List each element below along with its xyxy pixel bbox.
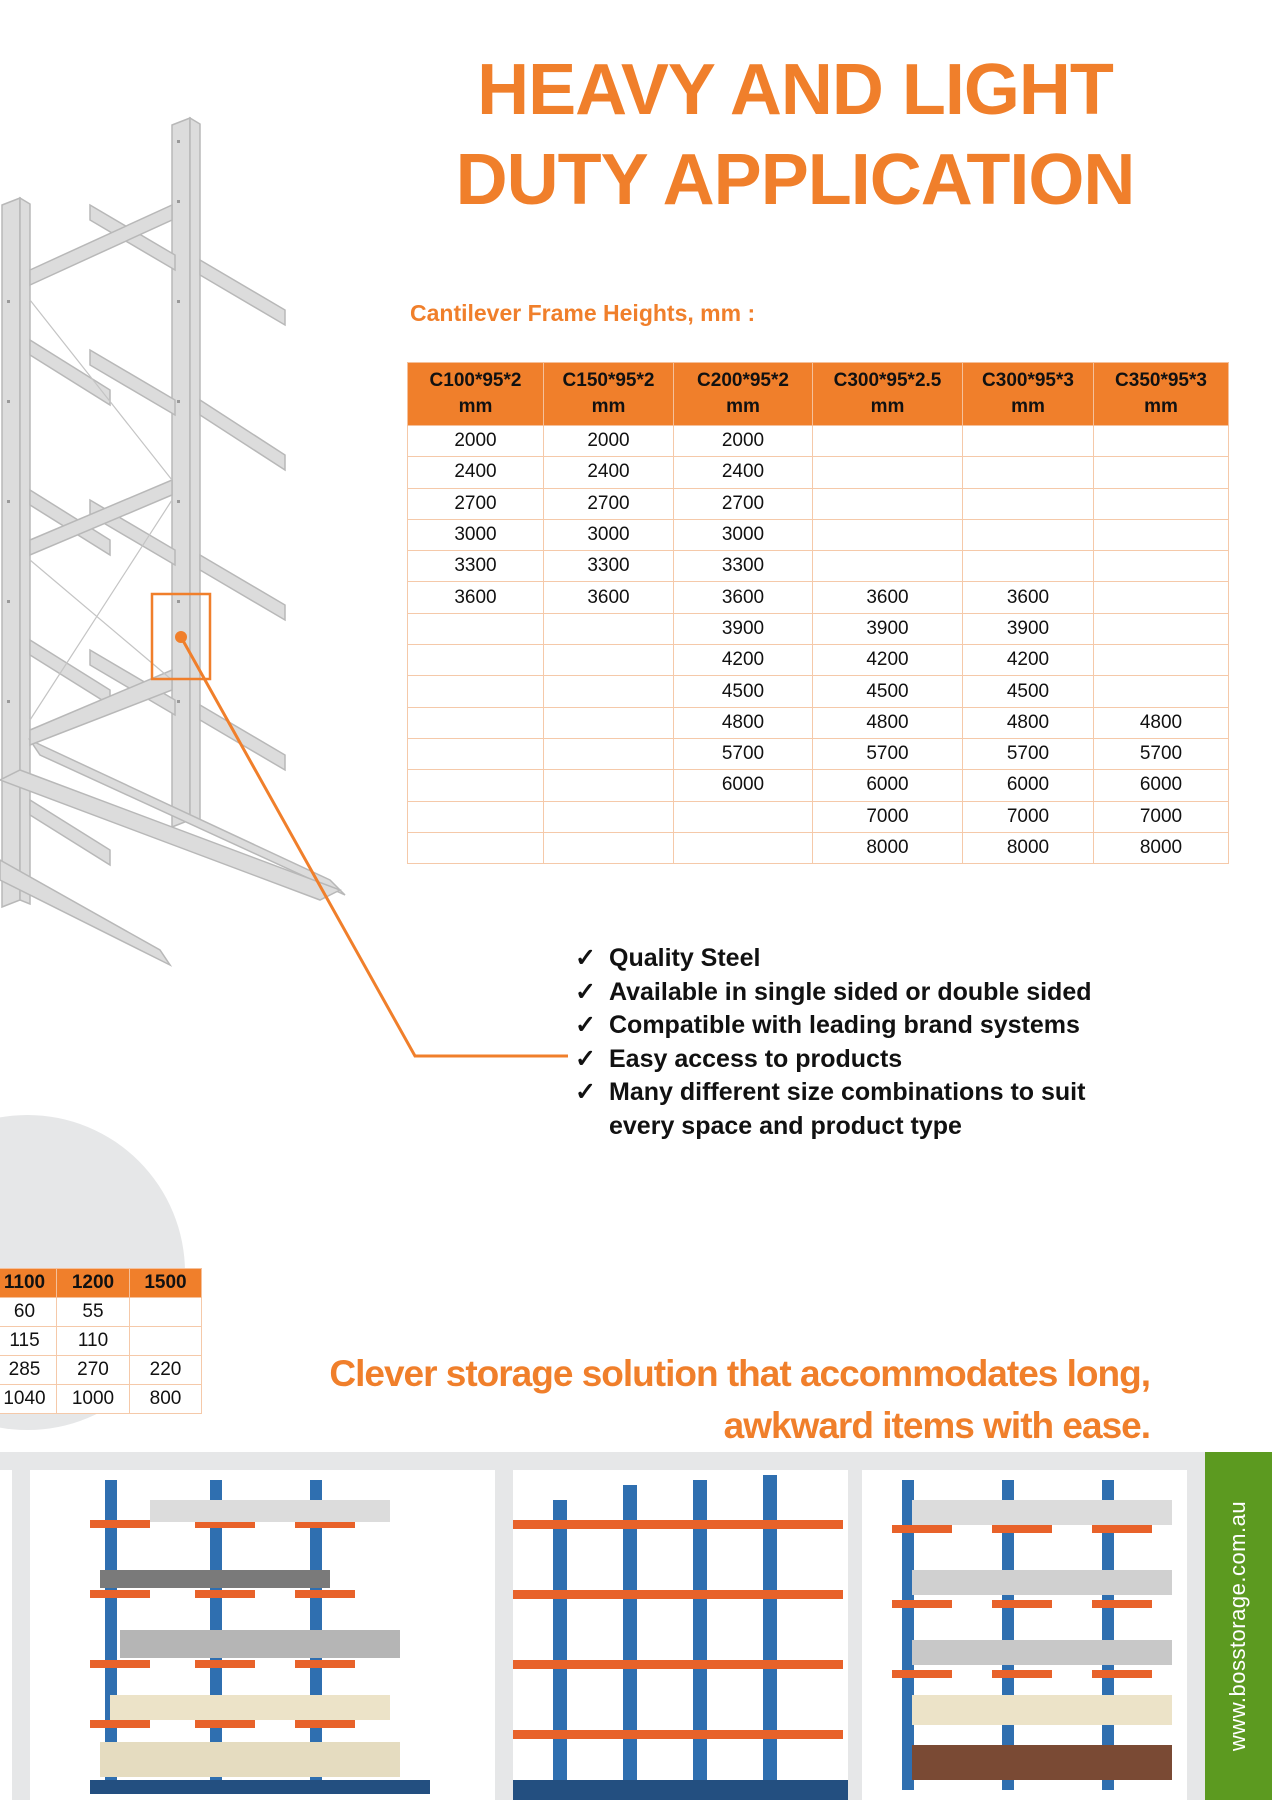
column-header: C300*95*2.5 mm [813,363,963,426]
table-cell [813,426,963,457]
table-cell: 4200 [674,645,813,676]
table-cell [674,801,813,832]
table-cell: 3600 [813,582,963,613]
table-cell: 3000 [674,519,813,550]
table-cell: 1040 [0,1385,57,1414]
table-cell: 3900 [813,613,963,644]
column-header: C100*95*2 mm [408,363,544,426]
table-cell [408,738,544,769]
table-row [408,738,1229,769]
table-cell: 220 [130,1356,202,1385]
table-cell [1094,676,1229,707]
check-icon: ✓ [575,1044,596,1073]
table-cell: 4200 [963,645,1094,676]
page-title [400,45,1190,225]
table-cell: 6000 [674,770,813,801]
table-row [408,801,1229,832]
table-cell: 4800 [674,707,813,738]
table-cell: 5700 [963,738,1094,769]
table-cell [408,613,544,644]
website-url[interactable]: www.bosstorage.com.au [1225,1500,1250,1752]
rack-photo [862,1470,1187,1800]
table-cell [544,738,674,769]
table-cell: 4500 [963,676,1094,707]
table-cell: 3600 [963,582,1094,613]
table-cell: 3900 [674,613,813,644]
table-row [0,1356,202,1385]
table-cell: 3600 [544,582,674,613]
table-cell: 4200 [813,645,963,676]
table-cell [963,488,1094,519]
table-row [408,613,1229,644]
table-cell: 6000 [963,770,1094,801]
table-cell: 5700 [1094,738,1229,769]
table-cell [544,676,674,707]
table-cell: 2000 [408,426,544,457]
table-row [408,770,1229,801]
table-cell: 115 [0,1327,57,1356]
table-cell [963,519,1094,550]
arm-load-header-row [0,1269,202,1298]
table-cell: 6000 [813,770,963,801]
table-cell [408,645,544,676]
frame-heights-caption: Cantilever Frame Heights, mm : [410,300,756,326]
tagline-line-1: Clever storage solution that accommodates long, [329,1353,1150,1394]
table-cell [963,551,1094,582]
check-icon: ✓ [575,944,596,972]
table-cell: 3600 [674,582,813,613]
table-row [408,519,1229,550]
table-cell: 2700 [544,488,674,519]
table-cell: 2400 [674,457,813,488]
table-row [408,457,1229,488]
table-cell: 7000 [813,801,963,832]
column-header: 1100 [0,1269,57,1298]
table-cell: 800 [130,1385,202,1414]
table-cell [1094,457,1229,488]
table-cell: 2700 [674,488,813,519]
check-icon: ✓ [575,1078,596,1106]
table-row [408,426,1229,457]
list-item: ✓ Available in single sided or double sided [575,976,1092,1010]
table-cell: 7000 [963,801,1094,832]
table-cell [130,1327,202,1356]
table-cell: 3900 [963,613,1094,644]
table-cell [1094,645,1229,676]
table-cell: 8000 [813,832,963,863]
title-line-1: HEAVY AND LIGHT [477,50,1113,130]
table-cell: 4800 [813,707,963,738]
column-header: C300*95*3 mm [963,363,1094,426]
check-icon: ✓ [575,1011,596,1039]
table-cell: 3300 [544,551,674,582]
table-cell: 285 [0,1356,57,1385]
column-header: C350*95*3 mm [1094,363,1229,426]
table-cell: 3300 [674,551,813,582]
table-row [408,488,1229,519]
table-cell [963,426,1094,457]
table-cell [1094,613,1229,644]
table-cell: 4800 [1094,707,1229,738]
table-row [408,645,1229,676]
table-cell: 4800 [963,707,1094,738]
table-cell [813,519,963,550]
column-header: 1500 [130,1269,202,1298]
table-cell: 2000 [544,426,674,457]
table-cell: 8000 [963,832,1094,863]
table-row [0,1298,202,1327]
table-row [0,1327,202,1356]
list-item: ✓ Quality Steel [575,942,1092,976]
table-cell: 5700 [813,738,963,769]
table-cell: 110 [57,1327,130,1356]
table-cell [408,707,544,738]
column-header: 1200 [57,1269,130,1298]
table-cell: 3300 [408,551,544,582]
table-cell: 4500 [813,676,963,707]
rack-photo [0,1470,12,1800]
table-cell: 8000 [1094,832,1229,863]
table-row [0,1385,202,1414]
table-cell [544,832,674,863]
table-cell [130,1298,202,1327]
list-item: ✓ Compatible with leading brand systems [575,1009,1092,1043]
title-line-2: DUTY APPLICATION [455,140,1135,220]
table-cell [544,707,674,738]
frame-heights-header-row [408,363,1229,426]
table-cell: 2400 [408,457,544,488]
table-cell: 60 [0,1298,57,1327]
table-cell: 3600 [408,582,544,613]
table-cell: 3000 [408,519,544,550]
table-cell: 3000 [544,519,674,550]
table-cell [674,832,813,863]
table-cell [544,770,674,801]
table-row [408,832,1229,863]
rack-photo [30,1470,495,1800]
table-cell [1094,551,1229,582]
table-cell [408,832,544,863]
table-cell: 4500 [674,676,813,707]
column-header: C200*95*2 mm [674,363,813,426]
table-cell [408,801,544,832]
table-cell [963,457,1094,488]
table-cell [408,770,544,801]
table-cell [544,801,674,832]
table-row [408,676,1229,707]
table-cell [544,613,674,644]
table-cell [1094,519,1229,550]
frame-heights-table [407,362,1229,864]
table-cell [408,676,544,707]
list-item: ✓ Many different size combinations to suit every space and product type [575,1078,1086,1140]
table-row [408,551,1229,582]
table-cell [1094,488,1229,519]
table-cell [1094,426,1229,457]
table-cell: 2400 [544,457,674,488]
table-cell: 1000 [57,1385,130,1414]
table-cell: 270 [57,1356,130,1385]
table-cell: 2000 [674,426,813,457]
table-cell [544,645,674,676]
table-row [408,707,1229,738]
table-row [408,582,1229,613]
table-cell: 7000 [1094,801,1229,832]
table-cell [813,488,963,519]
list-item: ✓ Easy access to products [575,1043,1092,1077]
arm-load-table [0,1268,202,1414]
table-cell: 55 [57,1298,130,1327]
feature-list [575,942,1092,1143]
table-cell: 2700 [408,488,544,519]
rack-photo [513,1470,848,1800]
table-cell: 5700 [674,738,813,769]
table-cell: 6000 [1094,770,1229,801]
tagline [329,1348,1150,1452]
table-cell [813,551,963,582]
check-icon: ✓ [575,977,596,1006]
table-cell [1094,582,1229,613]
table-cell [813,457,963,488]
column-header: C150*95*2 mm [544,363,674,426]
tagline-line-2: awkward items with ease. [723,1405,1150,1446]
